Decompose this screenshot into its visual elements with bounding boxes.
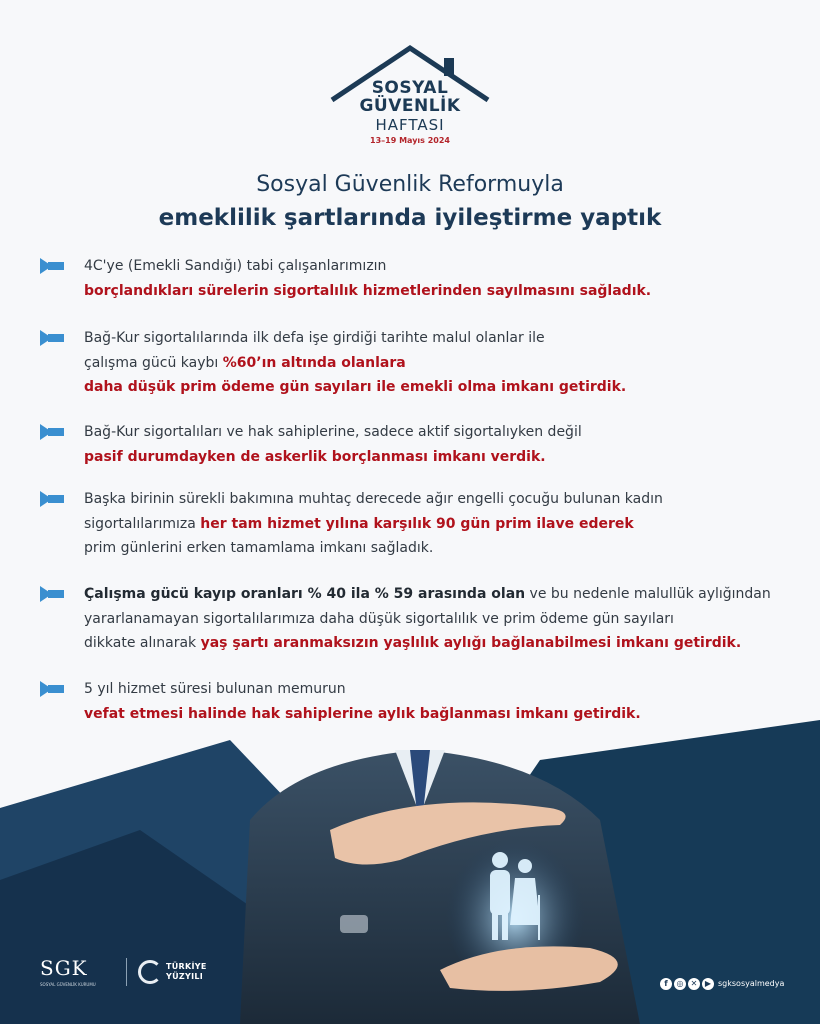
arrow-icon: [38, 256, 66, 276]
item-text: yararlanamayan sigortalılarımıza daha düşük sigortalılık ve prim ödeme gün sayıları: [84, 610, 674, 627]
arrow-icon: [38, 489, 66, 509]
item-highlight: borçlandıkları sürelerin sigortalılık hizmetlerinden sayılmasını sağladık.: [84, 282, 652, 299]
youtube-icon[interactable]: ▶: [702, 978, 714, 990]
logo-line-1: SOSYAL: [371, 78, 449, 98]
title-line-2: emeklilik şartlarında iyileştirme yaptık: [158, 205, 662, 231]
item-text: Başka birinin sürekli bakımına muhtaç derecede ağır engelli çocuğu bulunan kadın: [84, 491, 663, 507]
item-text: prim günlerini erken tamamlama imkanı sağladık.: [84, 540, 434, 556]
item-text: 4C'ye (Emekli Sandığı) tabi çalışanlarımızın: [84, 258, 387, 274]
social-handle[interactable]: sgksosyalmedya: [718, 979, 785, 988]
turkiye-yuzyili-line-2: YÜZYILI: [166, 972, 204, 981]
facebook-icon[interactable]: f: [660, 978, 672, 990]
sosyal-guvenlik-haftasi-logo: [320, 40, 500, 152]
item-text: 5 yıl hizmet süresi bulunan memurun: [84, 681, 346, 697]
sgk-logo-subtitle: SOSYAL GÜVENLİK KURUMU: [40, 982, 96, 987]
logo-line-3: HAFTASI: [375, 116, 445, 134]
arrow-icon: [38, 584, 66, 604]
item-text: çalışma gücü kaybı: [84, 354, 223, 371]
sgk-logo: SGK: [40, 956, 88, 980]
title-line-1: Sosyal Güvenlik Reformuyla: [256, 172, 564, 197]
item-highlight: her tam hizmet yılına karşılık 90 gün prim ilave ederek: [200, 515, 634, 532]
arrow-icon: [38, 422, 66, 442]
arrow-icon: [38, 328, 66, 348]
arrow-icon: [38, 679, 66, 699]
item-highlight: %60’ın altında olanlara: [222, 354, 406, 371]
item-highlight: yaş şartı aranmaksızın yaşlılık aylığı bağlanabilmesi imkanı getirdik.: [200, 635, 742, 651]
item-text: Bağ-Kur sigortalılarında ilk defa işe girdiği tarihte malul olanlar ile: [84, 330, 545, 346]
turkiye-yuzyili-line-1: TÜRKİYE: [166, 962, 207, 971]
item-text: Bağ-Kur sigortalıları ve hak sahiplerine, sadece aktif sigortalıyken değil: [84, 424, 582, 440]
item-text: dikkate alınarak: [84, 635, 201, 651]
turkiye-yuzyili-logo-icon: [138, 960, 162, 984]
divider: [126, 958, 127, 986]
page-title: [0, 170, 820, 236]
logo-dates: 13–19 Mayıs 2024: [370, 136, 450, 145]
item-highlight: pasif durumdayken de askerlik borçlanması imkanı verdik.: [84, 448, 546, 465]
x-icon[interactable]: ✕: [688, 978, 700, 990]
item-bold-text: Çalışma gücü kayıp oranları % 40 ila % 59 arasında olan: [84, 586, 526, 602]
item-text: ve bu nedenle malullük aylığından: [525, 586, 771, 602]
footer-brand: [40, 950, 240, 990]
item-text: sigortalılarımıza: [84, 515, 201, 532]
instagram-icon[interactable]: ◎: [674, 978, 686, 990]
logo-line-2: GÜVENLİK: [359, 96, 461, 116]
social-links: [660, 977, 800, 993]
item-highlight: vefat etmesi halinde hak sahiplerine aylık bağlanması imkanı getirdik.: [84, 705, 641, 722]
item-highlight: daha düşük prim ödeme gün sayıları ile emekli olma imkanı getirdik.: [84, 379, 627, 395]
